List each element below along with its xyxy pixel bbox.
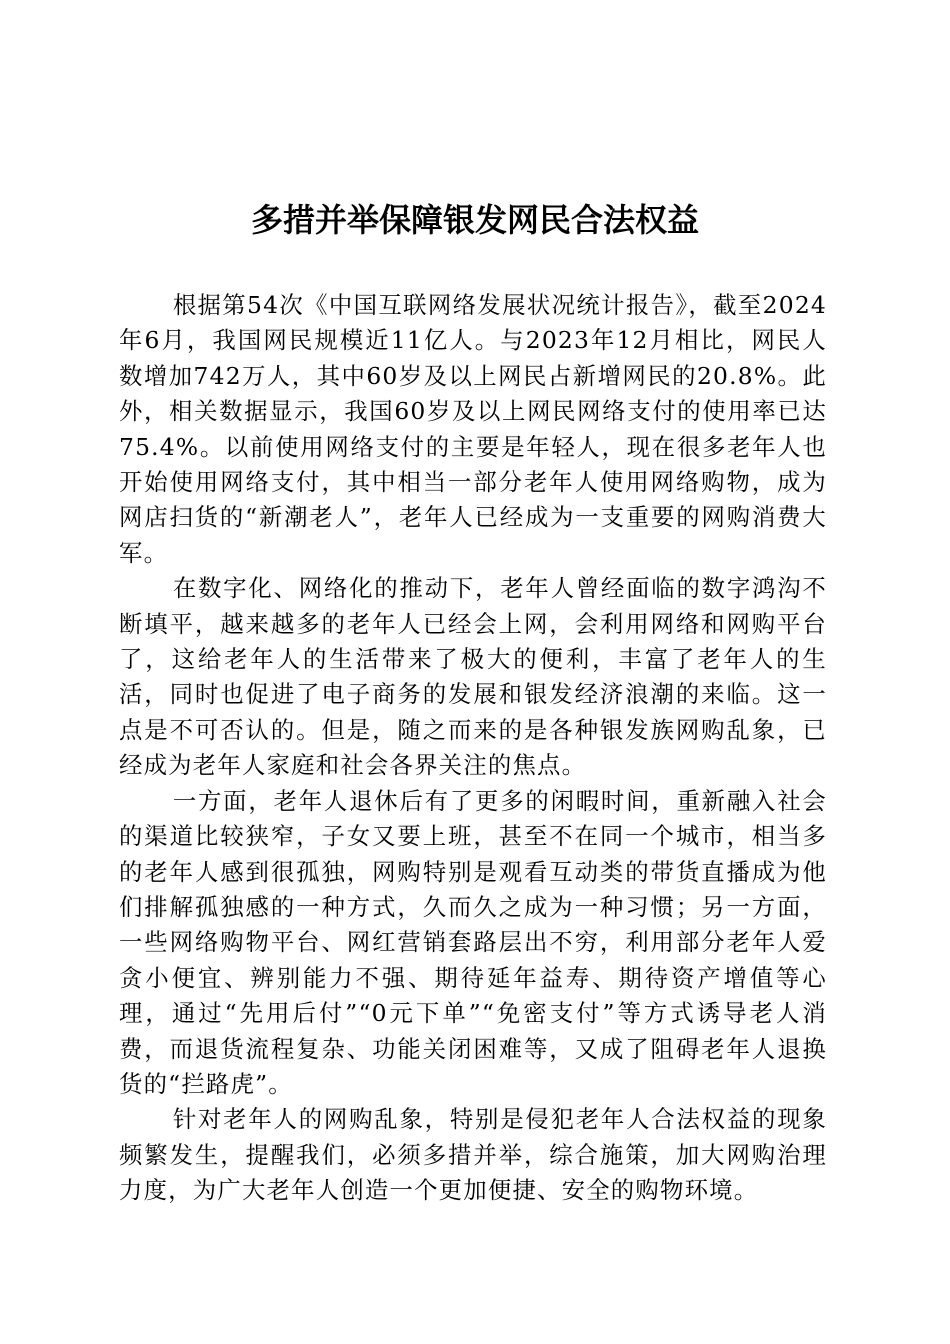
paragraph-1: 根据第54次《中国互联网络发展状况统计报告》，截至2024年6月，我国网民规模近11亿人。与2023年12月相比，网民人数增加742万人，其中60岁及以上网民占新增网民的20.8%。此外，相关数据显示，我国60岁及以上网民网络支付的使用率已达75.4%。以前使用网络支付的主要是年轻人，现在很多老年人也开始使用网络支付，其中相当一部分老年人使用网络购物，成为网店扫货的“新潮老人”，老年人已经成为一支重要的网购消费大军。 <box>119 291 827 567</box>
document-title: 多措并举保障银发网民合法权益 <box>250 201 699 239</box>
paragraph-3: 一方面，老年人退休后有了更多的闲暇时间，重新融入社会的渠道比较狭窄，子女又要上班，甚至不在同一个城市，相当多的老年人感到很孤独，网购特别是观看互动类的带货直播成为他们排解孤独感的一种方式，久而久之成为一种习惯；另一方面，一些网络购物平台、网红营销套路层出不穷，利用部分老年人爱贪小便宜、辨别能力不强、期待延年益寿、期待资产增值等心理，通过“先用后付”“0元下单”“免密支付”等方式诱导老人消费，而退货流程复杂、功能关闭困难等，又成了阻碍老年人退换货的“拦路虎”。 <box>119 786 827 1098</box>
paragraph-2: 在数字化、网络化的推动下，老年人曾经面临的数字鸿沟不断填平，越来越多的老年人已经会上网，会利用网络和网购平台了，这给老年人的生活带来了极大的便利，丰富了老年人的生活，同时也促进了电子商务的发展和银发经济浪潮的来临。这一点是不可否认的。但是，随之而来的是各种银发族网购乱象，已经成为老年人家庭和社会各界关注的焦点。 <box>119 574 827 780</box>
paragraph-4: 针对老年人的网购乱象，特别是侵犯老年人合法权益的现象频繁发生，提醒我们，必须多措并举，综合施策，加大网购治理力度，为广大老年人创造一个更加便捷、安全的购物环境。 <box>119 1105 827 1205</box>
document-body <box>119 288 827 1209</box>
